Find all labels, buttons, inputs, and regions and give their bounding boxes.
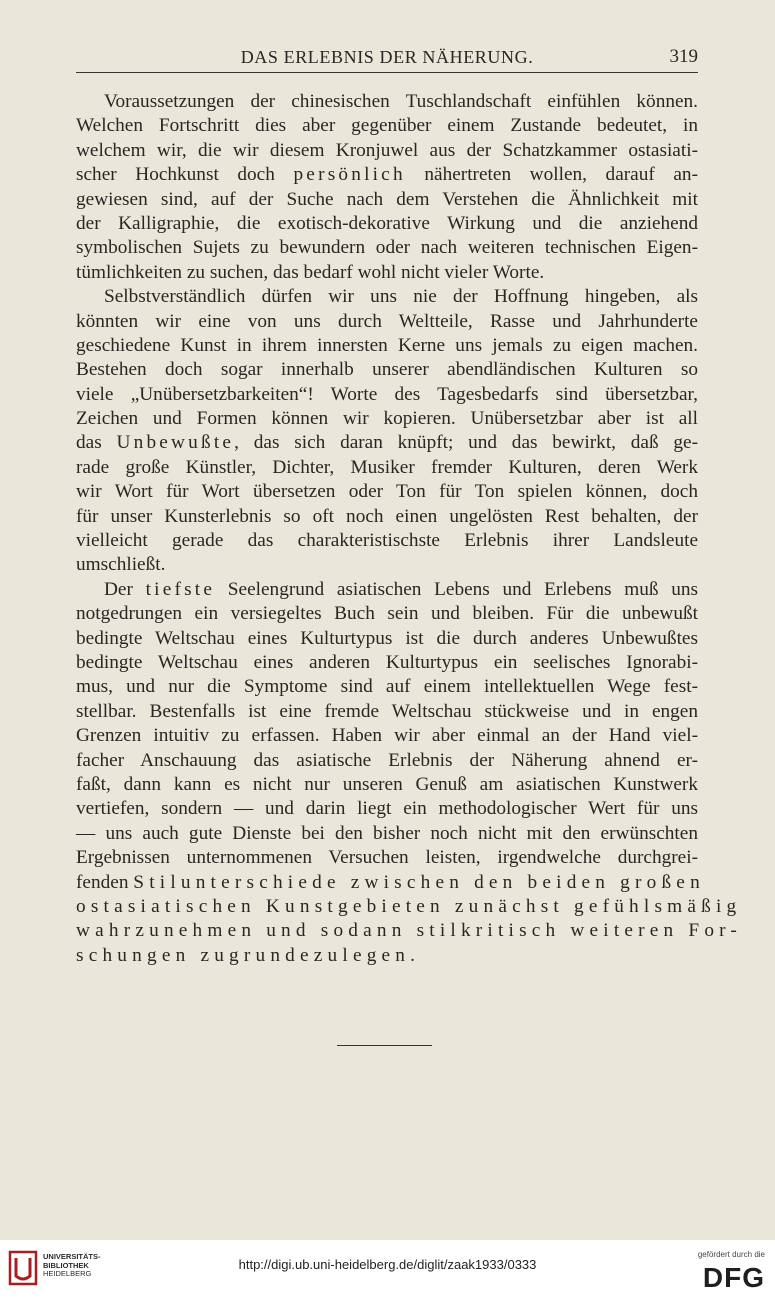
text-line	[76, 895, 742, 919]
text-line: Der tiefste Seelengrund asiatischen Lebens und Erlebens muß uns	[104, 578, 698, 600]
library-name-line: HEIDELBERG	[43, 1269, 92, 1278]
text-line: viele „Unübersetzbarkeiten“! Worte des Tagesbedarfs sind übersetzbar,	[76, 383, 698, 405]
text-line: Bestehen doch sogar innerhalb unserer abendländischen Kulturen so	[76, 359, 698, 381]
dfg-logo-icon: DFG	[702, 1262, 765, 1293]
text-line: gewiesen sind, auf der Suche nach dem Verstehen die Ähnlichkeit mit	[76, 188, 698, 210]
text-line: — uns auch gute Dienste bei den bisher noch nicht mit den erwünschten	[76, 822, 698, 844]
text-line: vertiefen, sondern — und darin liegt ein methodologischer Wert für uns	[76, 798, 698, 820]
text-line: umschließt.	[76, 554, 166, 576]
running-header	[76, 44, 698, 73]
text-line: Welchen Fortschritt dies aber gegenüber einem Zustande bedeutet, in	[76, 115, 698, 137]
library-name-line: BIBLIOTHEK	[43, 1260, 89, 1270]
spaced-emphasis: ostasiatischen Kunstgebieten zunächst gefühlsmäßig	[76, 895, 742, 917]
text-line: wir Wort für Wort übersetzen oder Ton für Ton spielen können, doch	[76, 481, 698, 503]
spaced-emphasis: wahrzunehmen und sodann stilkritisch weiteren For-	[76, 920, 743, 942]
text-line: faßt, dann kann es nicht nur unseren Genuß am asiatischen Kunstwerk	[76, 773, 698, 795]
permalink-url[interactable]: http://digi.ub.uni-heidelberg.de/diglit/zaak1933/0333	[238, 1257, 537, 1272]
text-line: geschiedene Kunst in ihrem innersten Kerne uns jemals zu eigen machen.	[76, 334, 698, 356]
text-line: stellbar. Bestenfalls ist eine fremde Weltschau stückweise und in engen	[76, 700, 698, 722]
funding-caption: gefördert durch die	[697, 1250, 765, 1259]
text-line: mus, und nur die Symptome sind auf einem intellektuellen Wege fest-	[76, 676, 698, 698]
text-line: tümlichkeiten zu suchen, das bedarf wohl nicht vieler Worte.	[76, 261, 545, 283]
section-end-rule	[337, 1045, 432, 1046]
text-line: scher Hochkunst doch persönlich nähertreten wollen, darauf an-	[76, 164, 698, 186]
text-line: rade große Künstler, Dichter, Musiker fremder Kulturen, deren Werk	[76, 456, 698, 478]
page-number: 319	[669, 46, 698, 67]
text-line	[76, 919, 743, 943]
text-line: Voraussetzungen der chinesischen Tuschlandschaft einfühlen können.	[104, 91, 698, 112]
text-line: könnten wir eine von uns durch Weltteile, Rasse und Jahrhunderte	[76, 310, 698, 332]
text-line: Zeichen und Formen können wir kopieren. Unübersetzbar aber ist all	[76, 408, 698, 430]
spaced-emphasis: tiefste	[145, 578, 216, 600]
text-line: vielleicht gerade das charakteristischste Erlebnis ihrer Landsleute	[76, 530, 698, 552]
text-line: notgedrungen ein versiegeltes Buch sein und bleiben. Für die unbewußt	[76, 603, 698, 625]
spaced-emphasis: Stilunterschiede zwischen den beiden großen	[133, 871, 705, 893]
text-line: bedingte Weltschau eines Kulturtypus ist die durch anderes Unbewußtes	[76, 627, 698, 649]
text-line: symbolischen Sujets zu bewundern oder nach weiteren technischen Eigen-	[76, 237, 698, 259]
text-line: das Unbewußte, das sich daran knüpft; und das bewirkt, daß ge-	[76, 432, 699, 454]
text-line: fenden Stilunterschiede zwischen den beiden großen	[76, 871, 705, 893]
text-line: der Kalligraphie, die exotisch-dekorative Wirkung und die anziehend	[76, 212, 698, 234]
text-line: facher Anschauung das asiatische Erlebnis der Näherung ahnend er-	[76, 749, 698, 771]
library-name-line: UNIVERSITÄTS-	[43, 1252, 101, 1261]
text-line: Selbstverständlich dürfen wir uns nie der Hoffnung hingeben, als	[104, 286, 698, 308]
text-line: welchem wir, die wir diesem Kronjuwel aus der Schatzkammer ostasiati-	[76, 139, 698, 161]
text-line: Ergebnissen unternommenen Versuchen leisten, irgendwelche durchgrei-	[76, 847, 698, 869]
body-text	[76, 90, 743, 968]
text-line: Grenzen intuitiv zu erfassen. Haben wir aber einmal an der Hand viel-	[76, 725, 698, 747]
text-line: für unser Kunsterlebnis so oft noch einen ungelösten Rest behalten, der	[76, 505, 698, 527]
spaced-emphasis: persönlich	[293, 164, 406, 186]
text-line: bedingte Weltschau eines anderen Kulturtypus ein seelisches Ignorabi-	[76, 651, 698, 673]
text-line	[76, 944, 698, 968]
spaced-emphasis: schungen zugrundezulegen.	[76, 944, 421, 966]
spaced-emphasis: Unbewußte	[116, 432, 235, 454]
digitization-footer	[0, 1240, 775, 1299]
header-title: DAS ERLEBNIS DER NÄHERUNG.	[240, 47, 534, 67]
